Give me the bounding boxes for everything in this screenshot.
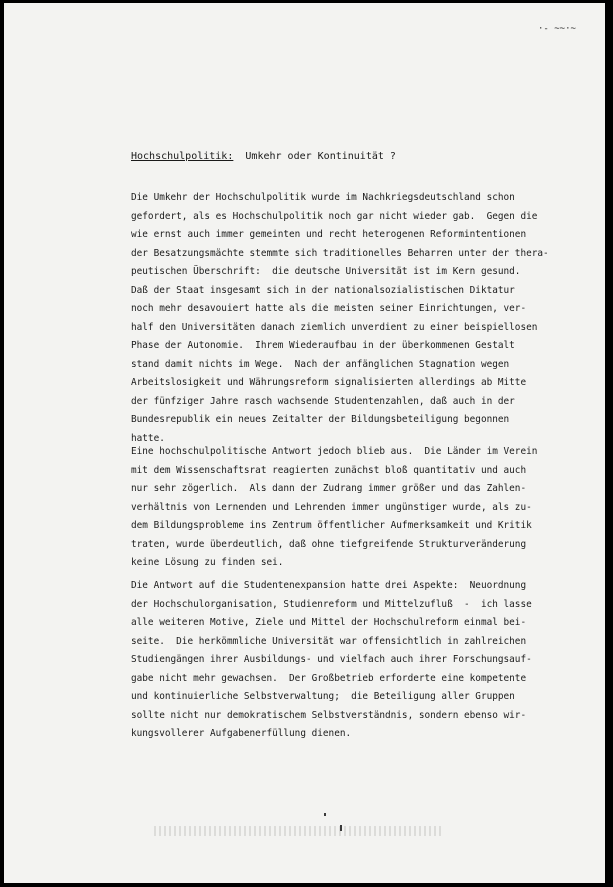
text-line: Arbeitslosigkeit und Währungsreform signalisierten allerdings ab Mitte	[131, 377, 527, 388]
text-line: Eine hochschulpolitische Antwort jedoch blieb aus. Die Länder im Verein	[131, 446, 538, 457]
text-line: und kontinuierliche Selbstverwaltung; die Beteiligung aller Gruppen	[131, 691, 515, 702]
text-line: der Hochschulorganisation, Studienreform und Mittelzufluß - ich lasse	[131, 598, 532, 610]
text-line: gefordert, als es Hochschulpolitik noch gar nicht wieder gab. Gegen die	[131, 210, 538, 222]
scan-speck	[340, 825, 342, 831]
scan-speck	[324, 813, 326, 816]
text-line: Daß der Staat insgesamt sich in der nationalsozialistischen Diktatur	[131, 284, 515, 296]
text-line: mit dem Wissenschaftsrat reagierten zunächst bloß quantitativ und auch	[131, 464, 527, 476]
heading-topic: Hochschulpolitik:	[131, 151, 234, 162]
text-line: sollte nicht nur demokratischem Selbstverständnis, sondern ebenso wir-	[131, 709, 527, 721]
heading-question: Umkehr oder Kontinuität ?	[245, 151, 396, 162]
text-line: Bundesrepublik ein neues Zeitalter der Bildungsbeteiligung begonnen	[131, 414, 510, 425]
scan-smudge	[154, 826, 444, 836]
document-page	[4, 3, 605, 883]
text-line: alle weiteren Motive, Ziele und Mittel der Hochschulreform einmal bei-	[131, 617, 527, 628]
text-line: der fünfziger Jahre rasch wachsende Studentenzahlen, daß auch in der	[131, 395, 515, 407]
text-line: Die Umkehr der Hochschulpolitik wurde im Nachkriegsdeutschland schon	[131, 192, 515, 203]
page-mark: ·- ~~·~	[538, 24, 576, 30]
text-line: kungsvollerer Aufgabenerfüllung dienen.	[131, 728, 352, 739]
text-line: seite. Die herkömmliche Universität war offensichtlich in zahlreichen	[131, 635, 527, 647]
text-line: Studiengängen ihrer Ausbildungs- und vielfach auch ihrer Forschungsauf-	[131, 654, 532, 665]
text-line: verhältnis von Lernenden und Lehrenden immer ungünstiger wurde, als zu-	[131, 501, 532, 513]
text-line: Phase der Autonomie. Ihrem Wiederaufbau in der überkommenen Gestalt	[131, 340, 515, 351]
text-line: nur sehr zögerlich. Als dann der Zudrang immer größer und das Zahlen-	[131, 483, 527, 494]
text-line: noch mehr desavouiert hatte als die meisten seiner Einrichtungen, ver-	[131, 303, 527, 314]
text-line: Die Antwort auf die Studentenexpansion hatte drei Aspekte: Neuordnung	[131, 580, 527, 591]
text-line: peutischen Überschrift: die deutsche Universität ist im Kern gesund.	[131, 266, 521, 277]
text-line: dem Bildungsprobleme ins Zentrum öffentlicher Aufmerksamkeit und Kritik	[131, 520, 532, 531]
text-line: keine Lösung zu finden sei.	[131, 557, 284, 568]
paragraph-1	[131, 189, 571, 448]
text-line: hatte.	[131, 432, 165, 444]
text-line: wie ernst auch immer gemeinten und recht heterogenen Reformintentionen	[131, 229, 527, 240]
text-line: gabe nicht mehr gewachsen. Der Großbetrieb erforderte eine kompetente	[131, 672, 527, 684]
text-line: stand damit nichts im Wege. Nach der anfänglichen Stagnation wegen	[131, 358, 510, 370]
paragraph-2	[131, 443, 571, 573]
text-line: half den Universitäten danach ziemlich unverdient zu einer beispiellosen	[131, 321, 538, 333]
text-line: traten, wurde überdeutlich, daß ohne tiefgreifende Strukturveränderung	[131, 538, 527, 550]
document-heading	[131, 151, 396, 162]
text-line: der Besatzungsmächte stemmte sich traditionelles Beharren unter der thera-	[131, 247, 549, 259]
paragraph-3	[131, 577, 571, 744]
